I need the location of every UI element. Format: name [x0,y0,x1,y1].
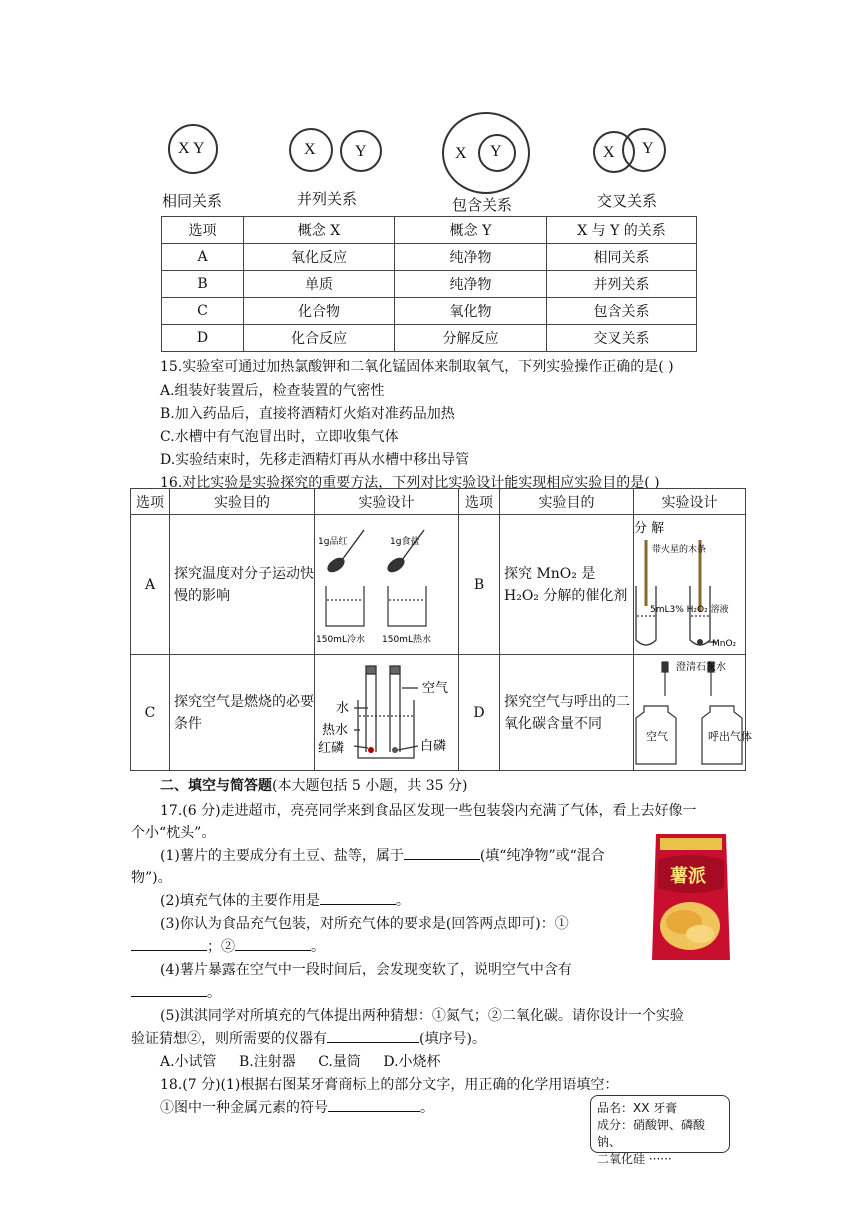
option-cell: A [131,515,170,655]
table-cell: 氧化反应 [244,244,395,271]
venn-contain-x: X [455,145,467,162]
q15-stem: 15.实验室可通过加热氯酸钾和二氧化锰固体来制取氧气，下列实验操作正确的是( ) [160,359,674,375]
figure-b-diagram [632,516,746,652]
table-cell: 并列关系 [547,271,697,298]
toothpaste-name: 品名：XX 牙膏 [597,1101,678,1115]
table-header: 实验目的 [170,489,315,515]
chip-bag-brand: 薯派 [670,866,706,887]
table-header: 实验设计 [634,489,746,515]
q17-part-5-hint: (填序号)。 [419,1031,486,1047]
fig-a-water-2: 150mL热水 [382,635,431,645]
q15-option-d: D.实验结束时，先移走酒精灯再从水槽中移出导管 [160,452,470,468]
q17-part-1 [160,845,605,865]
venn-parallel-x: X [304,141,316,158]
table-cell: 氧化物 [395,298,547,325]
figure-a-diagram [312,518,454,648]
venn-contain-label: 包含关系 [452,196,513,214]
fig-d-air: 空气 [646,730,668,743]
q18-stem: 18.(7 分)(1)根据右图某牙膏商标上的部分文字，用正确的化学用语填空： [160,1077,619,1093]
concept-table [161,216,697,352]
table-cell: 包含关系 [547,298,697,325]
answer-blank[interactable] [131,938,207,951]
option-cell: C [131,655,170,771]
q18-part-1-text: ①图中一种金属元素的符号 [160,1100,328,1116]
figure-d-diagram [632,656,752,768]
section-title [160,775,467,795]
fig-b-solution: 5mL3% H₂O₂ 溶液 [650,605,729,615]
fig-a-label-2: 1g食盐 [390,537,420,547]
fig-c-red-p: 红磷 [318,741,345,756]
table-cell: 化合物 [244,298,395,325]
q17-option-d: D.小烧杯 [383,1054,441,1070]
table-cell: 相同关系 [547,244,697,271]
q17-part-3-text: (3)你认为食品充气包装，对所充气体的要求是(回答两点即可)：① [160,916,569,932]
fig-c-air: 空气 [422,681,449,696]
q17-part-1-text: (1)薯片的主要成分有土豆、盐等，属于 [160,848,404,864]
fig-c-water: 水 [336,701,350,716]
q17-options [160,1051,441,1071]
fig-c-hot-water: 热水 [322,723,349,738]
table-header: 概念 Y [395,217,547,244]
venn-cross-x: X [603,144,615,161]
table-cell: 纯净物 [395,271,547,298]
q17-part-4: (4)薯片暴露在空气中一段时间后，会发现变软了，说明空气中含有 [160,962,572,978]
answer-blank[interactable] [235,938,311,951]
table-cell: 单质 [244,271,395,298]
q17-part-5: (5)淇淇同学对所填充的气体提出两种猜想：①氮气；②二氧化碳。请你设计一个实验 [160,1008,684,1024]
table-header: X 与 Y 的关系 [547,217,697,244]
venn-cross-y: Y [642,140,654,157]
table-header: 选项 [162,217,244,244]
q17-part-1-cont: 物”)。 [131,870,172,886]
q17-stem-1: 17.(6 分)走进超市，亮亮同学来到食品区发现一些包装袋内充满了气体，看上去好像一 [160,803,697,819]
table-header: 选项 [459,489,500,515]
fig-b-stick: 带火星的木条 [652,545,707,555]
purpose-cell: 探究 MnO₂ 是 H₂O₂ 分解的催化剂 [500,515,634,655]
table-cell: 纯净物 [395,244,547,271]
toothpaste-ingredients-cont: 二氧化硅 ······ [597,1152,672,1166]
q17-part-3-cont: ；② 。 [131,936,325,956]
table-cell: D [162,325,244,352]
q16-stem: 16.对比实验是实验探究的重要方法，下列对比实验设计能实现相应实验目的是( ) [160,475,660,491]
purpose-cell: 探究温度对分子运动快慢的影响 [170,515,315,655]
venn-same-label: 相同关系 [162,192,223,210]
q17-stem-2: 个小“枕头”。 [131,825,216,841]
q18-part-1: ①图中一种金属元素的符号 。 [160,1100,434,1116]
q17-option-c: C.量筒 [318,1054,361,1070]
q17-part-2: (2)填充气体的主要作用是 。 [160,893,410,909]
q17-option-a: A.小试管 [160,1054,217,1070]
answer-blank[interactable] [328,1099,420,1112]
q17-part-3 [160,913,569,933]
venn-contain-y: Y [490,143,502,160]
option-cell: D [459,655,500,771]
table-cell: 化合反应 [244,325,395,352]
chip-bag-image [650,830,732,966]
fig-b-mno2: MnO₂ [712,639,737,649]
answer-blank[interactable] [404,847,480,860]
purpose-cell: 探究空气与呼出的二氧化碳含量不同 [500,655,634,771]
q15-option-a: A.组装好装置后，检查装置的气密性 [160,383,385,399]
table-cell: A [162,244,244,271]
venn-parallel-label: 并列关系 [297,190,358,208]
q17-part-5-cont [131,1028,486,1048]
fig-a-label-1: 1g品红 [318,537,348,547]
q17-part-2-text: (2)填充气体的主要作用是 [160,893,320,909]
toothpaste-ingredients: 成分：硝酸钾、磷酸钠、 [597,1118,706,1149]
fig-c-white-p: 白磷 [420,739,447,754]
q15-option-c: C.水槽中有气泡冒出时，立即收集气体 [160,429,399,445]
table-header: 实验设计 [315,489,459,515]
table-header: 实验目的 [500,489,634,515]
fig-d-breath: 呼出气体 [708,730,752,743]
venn-cross-label: 交叉关系 [597,192,658,210]
table-header: 概念 X [244,217,395,244]
q17-part-3-sep: ；② [207,939,235,955]
purpose-cell: 探究空气是燃烧的必要条件 [170,655,315,771]
toothpaste-label [590,1095,730,1166]
table-cell: B [162,271,244,298]
q15-option-b: B.加入药品后，直接将酒精灯火焰对准药品加热 [160,406,455,422]
beaker-icon [326,586,426,626]
venn-parallel-y: Y [355,143,367,160]
q17-part-4-cont: 。 [131,982,221,1002]
table-cell: C [162,298,244,325]
answer-blank[interactable] [320,892,396,905]
venn-same-text: X Y [178,140,205,157]
table-cell: 交叉关系 [547,325,697,352]
fig-b-top: 分 解 [634,521,665,536]
answer-blank[interactable] [131,984,207,997]
q17-part-1-hint: (填“纯净物”或“混合 [479,848,605,864]
table-header: 选项 [131,489,170,515]
answer-blank[interactable] [327,1030,419,1043]
q17-part-5-text: 验证猜想②，则所需要的仪器有 [131,1031,327,1047]
q17-option-b: B.注射器 [239,1054,296,1070]
table-cell: 分解反应 [395,325,547,352]
section-title-bold: 二、填空与简答题 [160,778,272,794]
fig-a-water-1: 150mL冷水 [316,635,365,645]
option-cell: B [459,515,500,655]
fig-d-lime: 澄清石灰水 [676,662,726,673]
figure-c-diagram [314,660,456,770]
section-note: (本大题包括 5 小题，共 35 分) [272,778,468,794]
